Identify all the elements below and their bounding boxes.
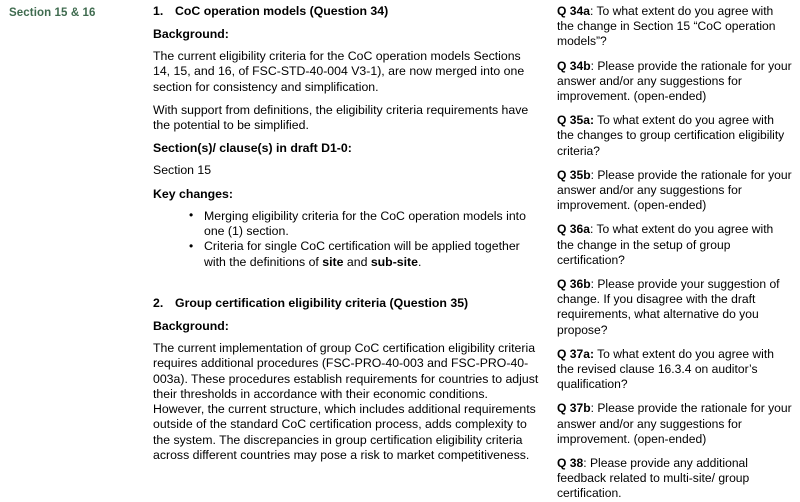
question-label: Q 35b [557, 167, 591, 182]
body-paragraph: The current implementation of group CoC certification eligibility criteria requires additional procedures (FSC-PRO-40-003 and FSC-PRO-40-003a). These procedures establish requirements for countries to adjust their thresholds in accordance with their economic conditions. However, the current structure, which includes additional requirements outside of the standard CoC certification process, adds complexity to the system. The discrepancies in group certification eligibility criteria across different countries may pose a risk to market competitiveness. [153, 340, 539, 463]
question-label: Q 37a: [557, 346, 594, 361]
key-changes-list [153, 209, 541, 270]
heading-number: 1. [153, 4, 164, 18]
question-text: To what extent do you agree with the change in the setup of group certification? [557, 222, 774, 267]
list-item-text: . [417, 254, 422, 269]
sub-heading: Background: [153, 27, 229, 41]
question-label: Q 36a [557, 222, 590, 237]
question-label: Q 36b [557, 277, 591, 292]
list-item-text: Criteria for single CoC certification will be applied together with the definitions of [204, 239, 520, 269]
question-separator: : [583, 456, 587, 471]
question-text: Please provide the rationale for your answer and/or any suggestions for improvement. (open-ended) [557, 58, 792, 104]
sub-heading: Section(s)/ clause(s) in draft D1-0: [153, 141, 352, 156]
body-paragraph: With support from definitions, the eligibility criteria requirements have the potential to be simplified. [153, 102, 529, 133]
heading-text: Group certification eligibility criteria (Question 35) [175, 295, 469, 310]
question-text: Please provide your suggestion of change. If you disagree with the draft requirements, what alternative do you propose? [557, 277, 780, 337]
question-item [557, 168, 792, 214]
question-separator: : [590, 401, 594, 416]
question-separator: : [590, 167, 594, 182]
emphasis-term: site [322, 254, 344, 269]
question-label: Q 38 [557, 456, 584, 471]
sub-heading: Background: [153, 318, 229, 333]
question-label: Q 34a [557, 4, 590, 18]
question-label: Q 37b [557, 401, 591, 416]
section-column [0, 0, 148, 20]
list-item [153, 209, 541, 240]
question-text: To what extent do you agree with the changes to group certification eligibility criteria? [557, 113, 785, 158]
question-item [557, 59, 792, 105]
heading-number: 2. [153, 295, 164, 310]
question-separator: : [590, 277, 594, 292]
sub-heading: Key changes: [153, 186, 233, 201]
list-item-text: Merging eligibility criteria for the CoC operation models into one (1) section. [204, 208, 526, 239]
question-item [557, 4, 792, 50]
question-text: To what extent do you agree with the change in Section 15 “CoC operation models”? [557, 4, 776, 49]
question-item [557, 277, 792, 338]
question-text: To what extent do you agree with the revised clause 16.3.4 on auditor’s qualification? [557, 346, 774, 392]
body-plain-line: Section 15 [153, 163, 212, 178]
question-item [557, 456, 792, 502]
body-column [148, 0, 551, 471]
question-separator: : [589, 222, 594, 237]
section-spacer [153, 270, 541, 296]
numbered-heading [153, 296, 541, 311]
question-item [557, 347, 792, 393]
question-item [557, 222, 792, 268]
question-separator: : [590, 58, 594, 73]
heading-text: CoC operation models (Question 34) [175, 4, 389, 18]
question-item [557, 401, 792, 447]
emphasis-term: sub-site [370, 254, 418, 269]
question-text: Please provide the rationale for your answer and/or any suggestions for improvement. (open-ended) [557, 401, 792, 446]
body-paragraph: The current eligibility criteria for the CoC operation models Sections 14, 15, and 16, of FSC-STD-40-004 V3-1), are now merged into one section for consistency and simplification. [153, 49, 525, 94]
question-text: Please provide any additional feedback related to multi-site/ group certification. [557, 456, 750, 501]
section-label: Section 15 & 16 [9, 7, 96, 19]
questions-column [551, 0, 800, 502]
question-label: Q 35a: [557, 113, 594, 128]
question-label: Q 34b [557, 58, 591, 73]
question-item [557, 113, 792, 159]
list-item-text: and [343, 254, 371, 269]
question-text: Please provide the rationale for your answer and/or any suggestions for improvement. (open-ended) [557, 167, 792, 213]
numbered-heading [153, 4, 541, 19]
question-separator: : [589, 4, 594, 18]
list-item [153, 239, 541, 270]
